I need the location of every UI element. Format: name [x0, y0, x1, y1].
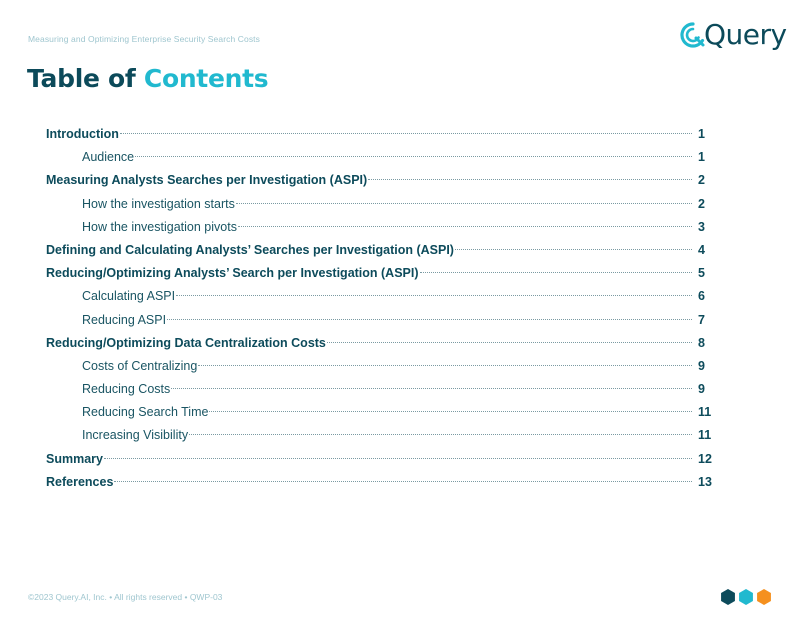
toc-dot-leader: [236, 203, 692, 204]
toc-entry-page: 8: [698, 335, 705, 350]
toc-entry-label: How the investigation pivots: [82, 219, 237, 234]
toc-dot-leader: [167, 319, 692, 320]
toc-entry[interactable]: [46, 216, 712, 239]
toc-entry-label: Costs of Centralizing: [82, 358, 198, 373]
toc-entry[interactable]: [46, 448, 712, 471]
toc-entry-page: 3: [698, 219, 705, 234]
toc-dot-leader: [171, 388, 692, 389]
toc-entry-page: 2: [698, 196, 705, 211]
toc-entry[interactable]: [46, 262, 712, 285]
toc-entry[interactable]: [46, 285, 712, 308]
toc-entry-page: 1: [698, 127, 705, 141]
toc-entry[interactable]: [46, 123, 712, 146]
toc-dot-leader: [209, 411, 692, 412]
toc-entry-page: 6: [698, 289, 705, 304]
toc-entry-page: 13: [698, 474, 712, 489]
toc-dot-leader: [238, 226, 692, 227]
toc-entry[interactable]: [46, 332, 712, 355]
toc-entry-label: Calculating ASPI: [82, 289, 176, 304]
toc-entry[interactable]: [46, 309, 712, 332]
toc-dot-leader: [455, 249, 692, 250]
toc-entry-page: 9: [698, 358, 705, 373]
footer-hexagons-icon: [720, 588, 772, 606]
page-title-part2: Contents: [143, 64, 269, 93]
toc-dot-leader: [327, 342, 692, 343]
toc-dot-leader: [176, 295, 692, 296]
toc-entry-page: 9: [698, 382, 705, 397]
toc-entry-page: 1: [698, 150, 705, 165]
toc-entry[interactable]: [46, 378, 712, 401]
toc-entry-label: Reducing/Optimizing Analysts’ Search per Investigation (ASPI): [46, 266, 419, 281]
toc-entry[interactable]: [46, 424, 712, 447]
footer-copyright: ©2023 Query.AI, Inc. • All rights reserved • QWP-03: [28, 592, 223, 602]
toc-dot-leader: [120, 133, 692, 134]
toc-entry[interactable]: [46, 239, 712, 262]
toc-entry-label: References: [46, 474, 114, 489]
footer-hexagon-2: [739, 589, 753, 605]
toc-entry-page: 2: [698, 173, 705, 188]
page-title: [27, 64, 268, 93]
document-subtitle: Measuring and Optimizing Enterprise Security Search Costs: [28, 34, 260, 44]
toc-entry-label: Increasing Visibility: [82, 428, 189, 443]
toc-entry-page: 7: [698, 312, 705, 327]
toc-dot-leader: [114, 481, 692, 482]
toc-dot-leader: [189, 434, 692, 435]
toc-entry-label: Reducing Costs: [82, 382, 171, 397]
toc-dot-leader: [420, 272, 692, 273]
footer-hexagon-1: [721, 589, 735, 605]
toc-entry-page: 11: [698, 428, 712, 443]
toc-entry[interactable]: [46, 471, 712, 494]
toc-entry-label: Audience: [82, 150, 135, 165]
query-logo: [680, 18, 787, 54]
toc-dot-leader: [198, 365, 692, 366]
toc-entry-page: 5: [698, 266, 705, 281]
toc-entry-page: 11: [698, 405, 712, 420]
toc-entry[interactable]: [46, 146, 712, 169]
toc-dot-leader: [135, 156, 692, 157]
toc-entry[interactable]: [46, 355, 712, 378]
logo-wordmark: Query: [704, 18, 787, 51]
toc-entry-label: Reducing ASPI: [82, 312, 167, 327]
toc-entry[interactable]: [46, 169, 712, 192]
table-of-contents: [46, 123, 712, 494]
toc-entry-page: 12: [698, 451, 712, 466]
toc-dot-leader: [368, 179, 692, 180]
toc-entry-page: 4: [698, 242, 705, 257]
toc-entry[interactable]: [46, 401, 712, 424]
footer-hexagon-3: [757, 589, 771, 605]
toc-entry-label: Reducing Search Time: [82, 405, 209, 420]
toc-entry[interactable]: [46, 193, 712, 216]
page-title-part1: Table of: [27, 64, 136, 93]
toc-entry-label: Summary: [46, 451, 103, 466]
toc-entry-label: Defining and Calculating Analysts’ Searches per Investigation (ASPI): [46, 242, 454, 257]
toc-dot-leader: [104, 458, 692, 459]
toc-entry-label: Reducing/Optimizing Data Centralization Costs: [46, 335, 326, 350]
toc-entry-label: How the investigation starts: [82, 196, 235, 211]
toc-entry-label: Measuring Analysts Searches per Investigation (ASPI): [46, 173, 368, 188]
query-logo-icon: [680, 22, 706, 48]
toc-entry-label: Introduction: [46, 127, 119, 141]
